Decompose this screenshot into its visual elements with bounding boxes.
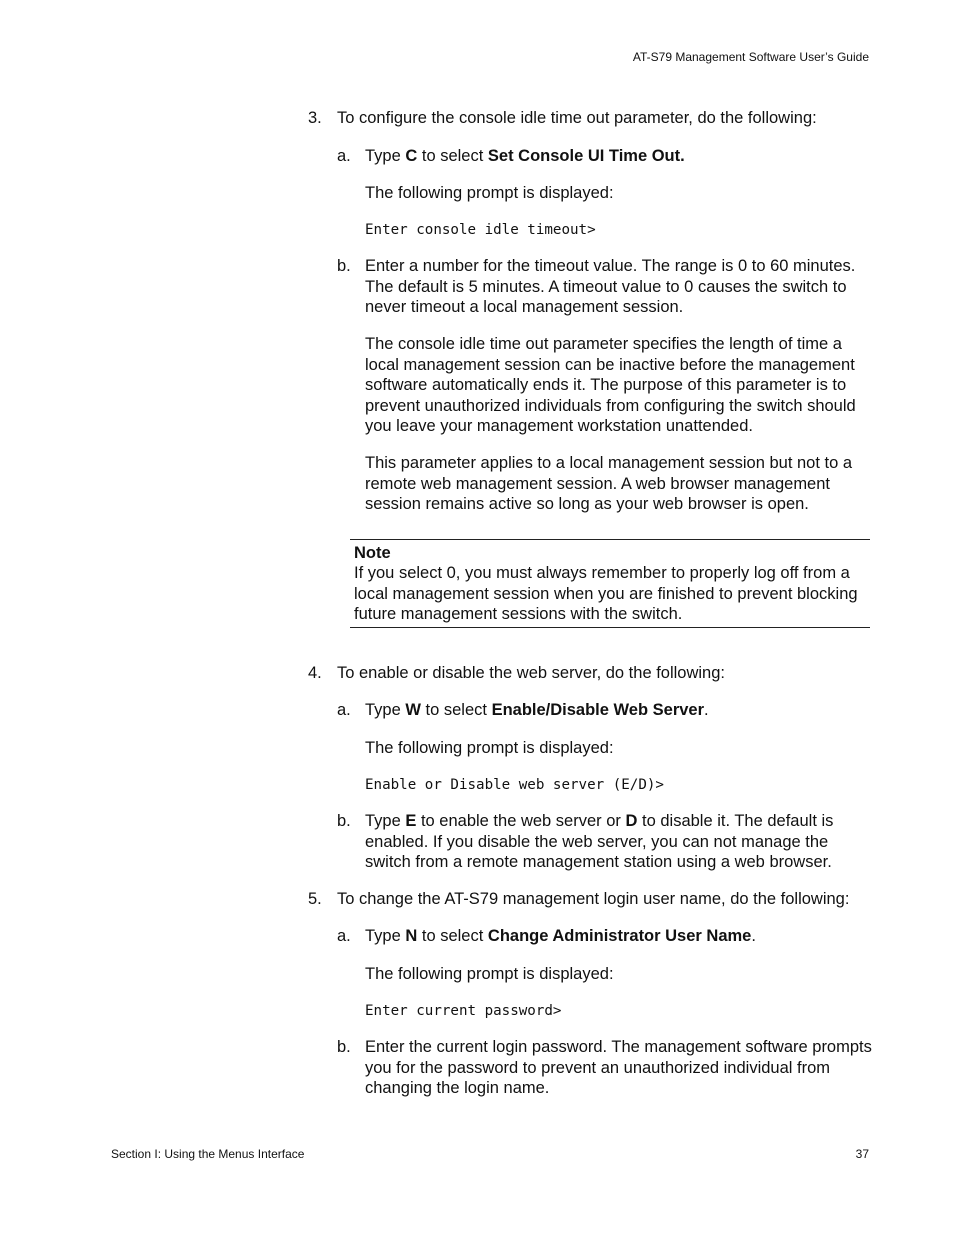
console-prompt: Enable or Disable web server (E/D)> bbox=[365, 777, 664, 793]
step-number: 4. bbox=[308, 664, 322, 682]
substep-text: Enter the current login password. The management software prompts you for the password to prevent an unauthorized individual from changing the login name. bbox=[365, 1038, 872, 1097]
substep-letter: b. bbox=[337, 1038, 351, 1056]
console-prompt: Enter console idle timeout> bbox=[365, 222, 596, 238]
step-text: To configure the console idle time out parameter, do the following: bbox=[337, 109, 817, 127]
substep-letter: b. bbox=[337, 812, 351, 830]
substep-text: Enter a number for the timeout value. The range is 0 to 60 minutes. The default is 5 minutes. A timeout value to 0 causes the switch to never timeout a local management session. bbox=[365, 257, 856, 316]
substep-text: Type C to select Set Console UI Time Out. bbox=[365, 147, 685, 165]
running-header: AT-S79 Management Software User’s Guide bbox=[632, 50, 869, 64]
substep-text: Type E to enable the web server or D to disable it. The default is enabled. If you disable the web server, you can not manage the switch from a remote management station using a web browser. bbox=[365, 812, 834, 871]
prompt-label: The following prompt is displayed: bbox=[365, 739, 614, 757]
substep-text: Type W to select Enable/Disable Web Server. bbox=[365, 701, 709, 719]
note-title: Note bbox=[354, 544, 391, 562]
console-prompt: Enter current password> bbox=[365, 1003, 562, 1019]
substep-text: Type N to select Change Administrator User Name. bbox=[365, 927, 756, 945]
step-number: 3. bbox=[308, 109, 322, 127]
note-body: If you select 0, you must always remember to properly log off from a local management session when you are finished to prevent blocking future management sessions with the switch. bbox=[354, 564, 858, 623]
step-text: To change the AT-S79 management login user name, do the following: bbox=[337, 890, 850, 908]
substep-letter: a. bbox=[337, 147, 351, 165]
paragraph: This parameter applies to a local management session but not to a remote web management session. A web browser management session remains active so long as your web browser is open. bbox=[365, 454, 853, 513]
step-number: 5. bbox=[308, 890, 322, 908]
note-box bbox=[350, 539, 870, 628]
substep-letter: b. bbox=[337, 257, 351, 275]
substep-letter: a. bbox=[337, 927, 351, 945]
step-text: To enable or disable the web server, do the following: bbox=[337, 664, 725, 682]
footer-section: Section I: Using the Menus Interface bbox=[111, 1147, 305, 1161]
substep-letter: a. bbox=[337, 701, 351, 719]
page-number: 37 bbox=[855, 1147, 869, 1161]
paragraph: The console idle time out parameter specifies the length of time a local management session can be inactive before the management software automatically ends it. The purpose of this parameter is to prevent unauthorized individuals from configuring the switch should you leave your management workstation unattended. bbox=[365, 335, 856, 435]
prompt-label: The following prompt is displayed: bbox=[365, 965, 614, 983]
prompt-label: The following prompt is displayed: bbox=[365, 184, 614, 202]
